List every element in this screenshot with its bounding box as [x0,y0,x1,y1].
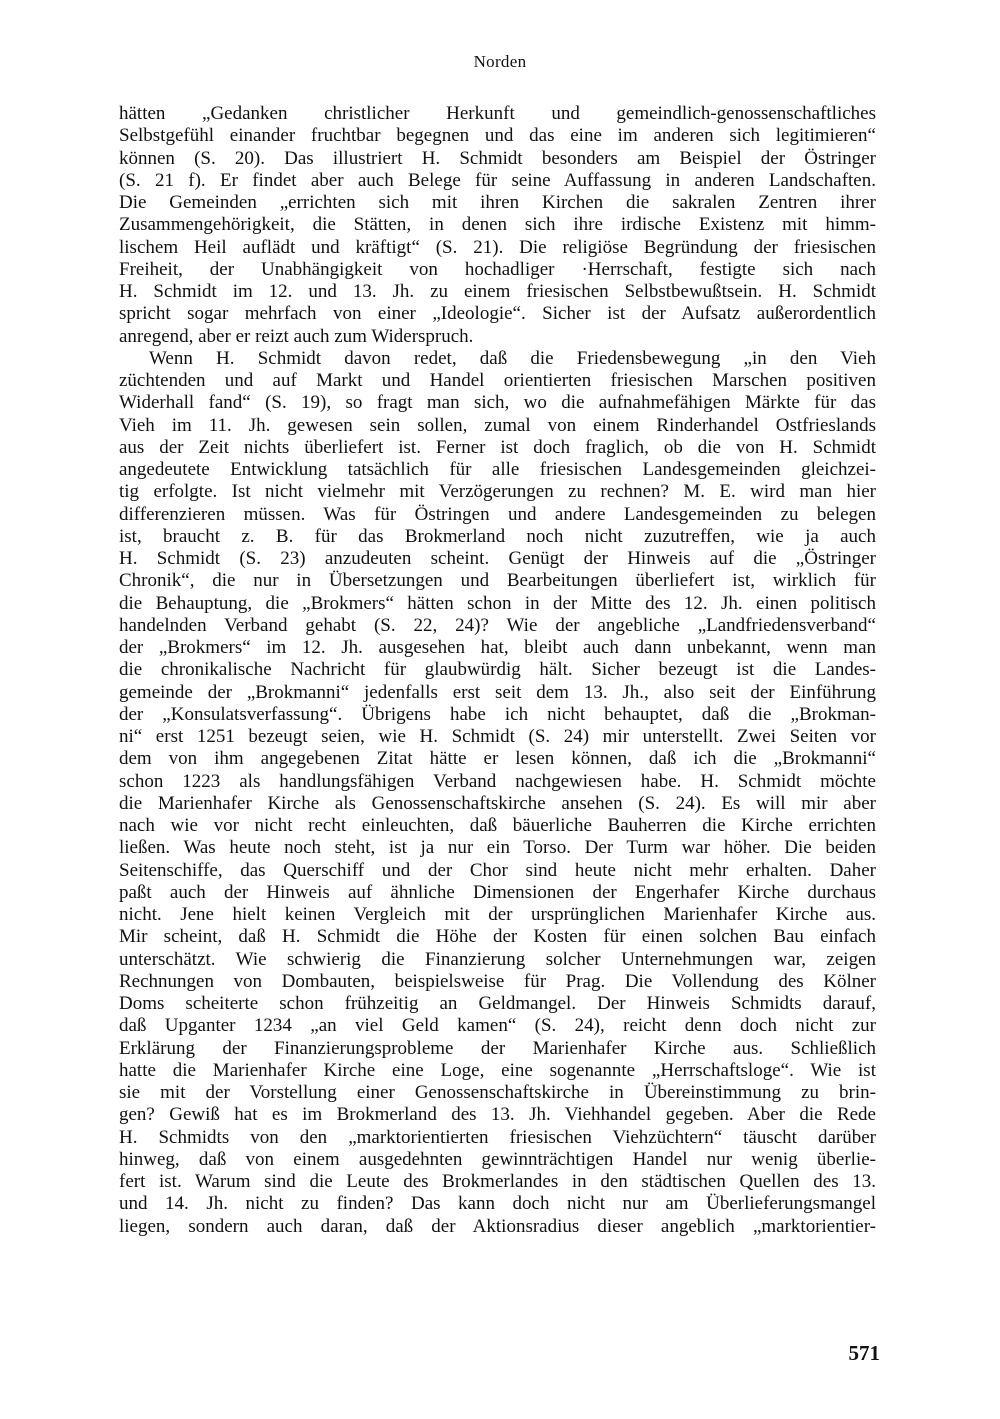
paragraph [119,103,876,348]
text-line: hätten „Gedanken christlicher Herkunft und gemeindlich-genossenschaftliches [119,103,876,124]
text-line: die Behauptung, die „Brokmers“ hätten schon in der Mitte des 12. Jh. einen politisch [119,592,876,614]
text-line: Selbstgefühl einander fruchtbar begegnen und das eine im anderen sich legitimieren“ [119,125,876,147]
text-line: nicht. Jene hielt keinen Vergleich mit der ursprünglichen Marienhafer Kirche aus. [119,904,876,925]
text-line: gen? Gewiß hat es im Brokmerland des 13. Jh. Viehhandel gegeben. Aber die Rede [119,1104,876,1126]
paragraph [119,348,876,1238]
text-line: gemeinde der „Brokmanni“ jedenfalls erst seit dem 13. Jh., also seit der Einführung [119,681,876,703]
text-line: ni“ erst 1251 bezeugt seien, wie H. Schmidt (S. 24) mir unterstellt. Zwei Seiten vor [119,726,876,747]
text-line: die Marienhafer Kirche als Genossenschaftskirche ansehen (S. 24). Es will mir aber [119,792,876,814]
text-line: tig erfolgte. Ist nicht vielmehr mit Verzögerungen zu rechnen? M. E. wird man hier [119,481,876,503]
text-line: daß Upganter 1234 „an viel Geld kamen“ (S. 24), reicht denn doch nicht zur [119,1015,876,1037]
text-line: spricht sogar mehrfach von einer „Ideologie“. Sicher ist der Aufsatz außerordentlich [119,303,876,325]
text-line: Rechnungen von Dombauten, beispielsweise für Prag. Die Vollendung des Kölner [119,970,876,992]
text-line: hinweg, daß von einem ausgedehnten gewinnträchtigen Handel nur wenig überlie- [119,1148,876,1170]
text-line: Doms scheiterte schon frühzeitig an Geldmangel. Der Hinweis Schmidts darauf, [119,993,876,1014]
text-line: unterschätzt. Wie schwierig die Finanzierung solcher Unternehmungen war, zeigen [119,948,876,970]
text-line: ist, braucht z. B. für das Brokmerland noch nicht zuzutreffen, wie ja auch [119,525,876,547]
text-line: H. Schmidts von den „marktorientierten friesischen Viehzüchtern“ täuscht darüber [119,1126,876,1148]
text-line: handelnden Verband gehabt (S. 22, 24)? Wie der angebliche „Landfriedensverband“ [119,614,876,636]
text-line: H. Schmidt (S. 23) anzudeuten scheint. Genügt der Hinweis auf die „Östringer [119,548,876,569]
text-line: aus der Zeit nichts überliefert ist. Ferner ist doch fraglich, ob die von H. Schmidt [119,436,876,458]
text-line: und 14. Jh. nicht zu finden? Das kann doch nicht nur am Überlieferungsmangel [119,1193,876,1215]
text-line: paßt auch der Hinweis auf ähnliche Dimensionen der Engerhafer Kirche durchaus [119,881,876,903]
text-line: H. Schmidt im 12. und 13. Jh. zu einem friesischen Selbstbewußtsein. H. Schmidt [119,281,876,302]
text-line: hatte die Marienhafer Kirche eine Loge, eine sogenannte „Herrschaftsloge“. Wie ist [119,1059,876,1081]
text-line: angedeutete Entwicklung tatsächlich für alle friesischen Landesgemeinden gleichzei- [119,459,876,480]
text-line: Freiheit, der Unabhängigkeit von hochadliger ·Herrschaft, festigte sich nach [119,258,876,280]
text-line: Vieh im 11. Jh. gewesen sein sollen, zumal von einem Rinderhandel Ostfrieslands [119,414,876,436]
text-line: Wenn H. Schmidt davon redet, daß die Friedensbewegung „in den Vieh [149,347,876,369]
running-head: Norden [473,52,527,71]
text-line: der „Konsulatsverfassung“. Übrigens habe ich nicht behauptet, daß die „Brokman- [119,703,876,725]
text-line: Erklärung der Finanzierungsprobleme der Marienhafer Kirche aus. Schließlich [119,1037,876,1059]
text-line: sie mit der Vorstellung einer Genossenschaftskirche in Übereinstimmung zu brin- [119,1082,876,1103]
text-line: ließen. Was heute noch steht, ist ja nur ein Torso. Der Turm war höher. Die beiden [119,837,876,859]
text-line: fert ist. Warum sind die Leute des Brokmerlandes in den städtischen Quellen des 13. [119,1171,876,1192]
text-line: können (S. 20). Das illustriert H. Schmidt besonders am Beispiel der Östringer [119,147,876,169]
body-text [119,103,876,1238]
text-line: der „Brokmers“ im 12. Jh. ausgesehen hat, bleibt auch dann unbekannt, wenn man [119,637,876,658]
text-line: Widerhall fand“ (S. 19), so fragt man sich, wo die aufnahmefähigen Märkte für das [119,392,876,414]
text-line: lischem Heil auflädt und kräftigt“ (S. 21). Die religiöse Begründung der friesischen [119,236,876,258]
text-line: differenzieren müssen. Was für Östringen und andere Landesgemeinden zu belegen [119,503,876,525]
page-number: 571 [848,1341,880,1365]
text-line: liegen, sondern auch daran, daß der Aktionsradius dieser angeblich „marktorientier- [119,1215,876,1237]
text-line: züchtenden und auf Markt und Handel orientierten friesischen Marschen positiven [119,370,876,391]
text-line: Seitenschiffe, das Querschiff und der Chor sind heute nicht mehr erhalten. Daher [119,859,876,881]
text-line: anregend, aber er reizt auch zum Widerspruch. [119,325,474,347]
text-line: die chronikalische Nachricht für glaubwürdig hält. Sicher bezeugt ist die Landes- [119,659,876,681]
text-line: Chronik“, die nur in Übersetzungen und Bearbeitungen überliefert ist, wirklich für [119,570,876,592]
text-line: nach wie vor nicht recht einleuchten, daß bäuerliche Bauherren die Kirche errichten [119,815,876,836]
text-line: (S. 21 f). Er findet aber auch Belege für seine Auffassung in anderen Landschaften. [119,169,876,191]
text-line: dem von ihm angegebenen Zitat hätte er lesen können, daß ich die „Brokmanni“ [119,748,876,770]
text-line: Zusammengehörigkeit, die Stätten, in denen sich ihre irdische Existenz mit himm- [119,214,876,236]
text-line: Mir scheint, daß H. Schmidt die Höhe der Kosten für einen solchen Bau einfach [119,926,876,948]
text-line: Die Gemeinden „errichten sich mit ihren Kirchen die sakralen Zentren ihrer [119,192,876,213]
text-line: schon 1223 als handlungsfähigen Verband nachgewiesen habe. H. Schmidt möchte [119,770,876,792]
